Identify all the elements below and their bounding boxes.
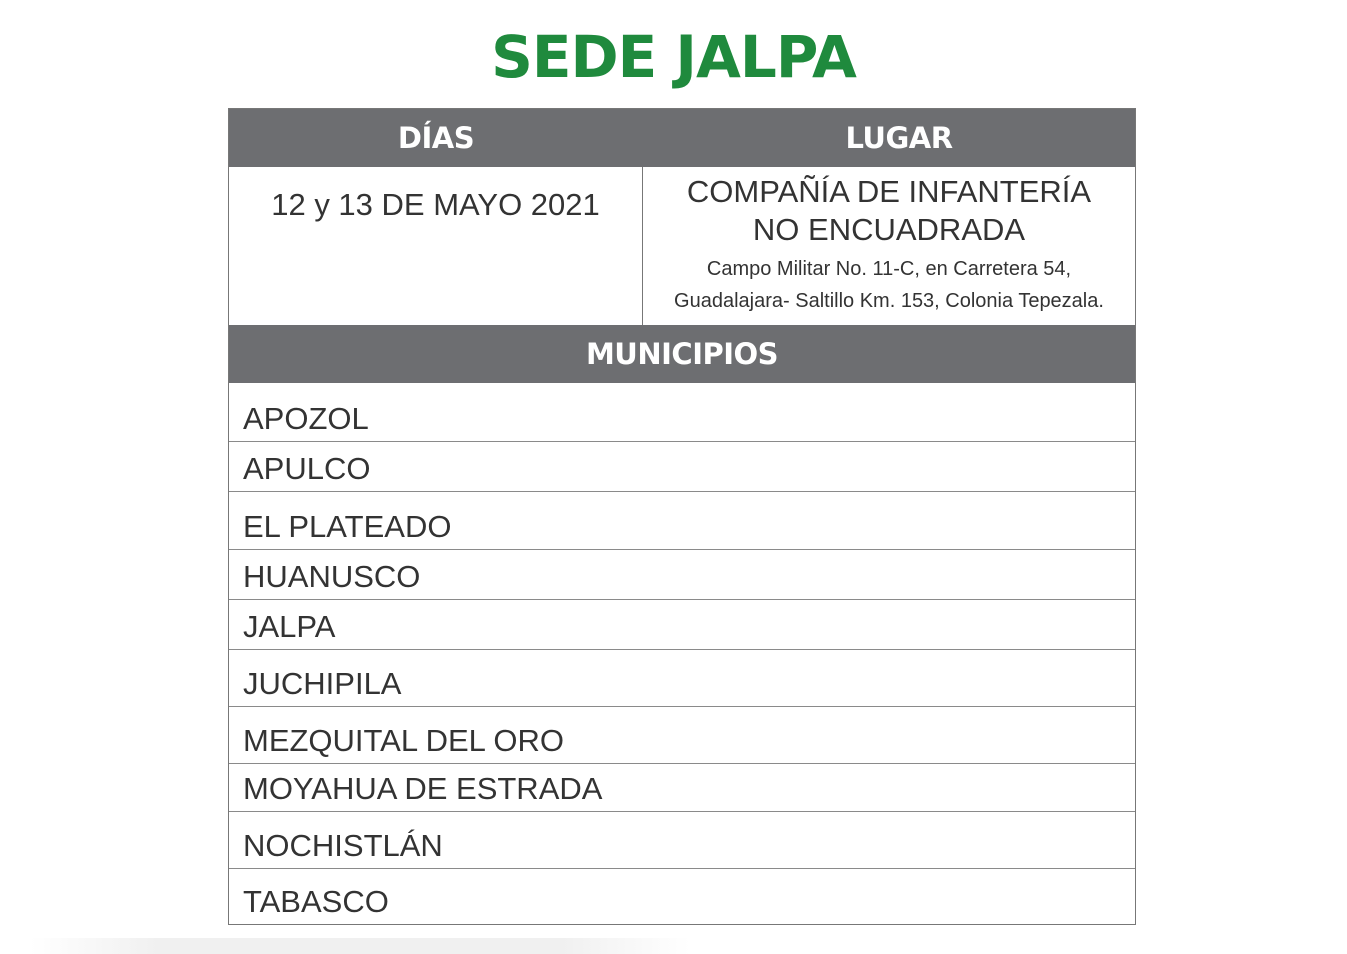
table-header-row	[229, 109, 1135, 167]
address-line-1: Campo Militar No. 11-C, en Carretera 54,	[706, 258, 1072, 280]
list-item: NOCHISTLÁN	[229, 811, 1135, 868]
municipios-list	[229, 383, 1135, 924]
lugar-cell	[643, 167, 1135, 325]
list-item: HUANUSCO	[229, 549, 1135, 599]
info-row	[229, 167, 1135, 325]
lugar-name-line-1: COMPAÑÍA DE INFANTERÍA	[686, 174, 1092, 209]
list-item: JALPA	[229, 599, 1135, 649]
bottom-shadow	[30, 938, 690, 954]
address-line-2: Guadalajara- Saltillo Km. 153, Colonia Tepezala.	[674, 290, 1104, 312]
header-lugar: LUGAR	[845, 121, 953, 155]
list-item: MOYAHUA DE ESTRADA	[229, 763, 1135, 811]
header-dias: DÍAS	[397, 121, 475, 155]
lugar-name-line-2: NO ENCUADRADA	[752, 212, 1026, 247]
dias-value: 12 y 13 DE MAYO 2021	[229, 167, 643, 325]
list-item: JUCHIPILA	[229, 649, 1135, 706]
list-item: EL PLATEADO	[229, 491, 1135, 549]
list-item: TABASCO	[229, 868, 1135, 924]
header-municipios: MUNICIPIOS	[229, 325, 1135, 383]
list-item: APULCO	[229, 441, 1135, 491]
schedule-table	[228, 108, 1136, 925]
list-item: MEZQUITAL DEL ORO	[229, 706, 1135, 763]
page-title: SEDE JALPA	[491, 23, 856, 91]
list-item: APOZOL	[243, 401, 369, 436]
